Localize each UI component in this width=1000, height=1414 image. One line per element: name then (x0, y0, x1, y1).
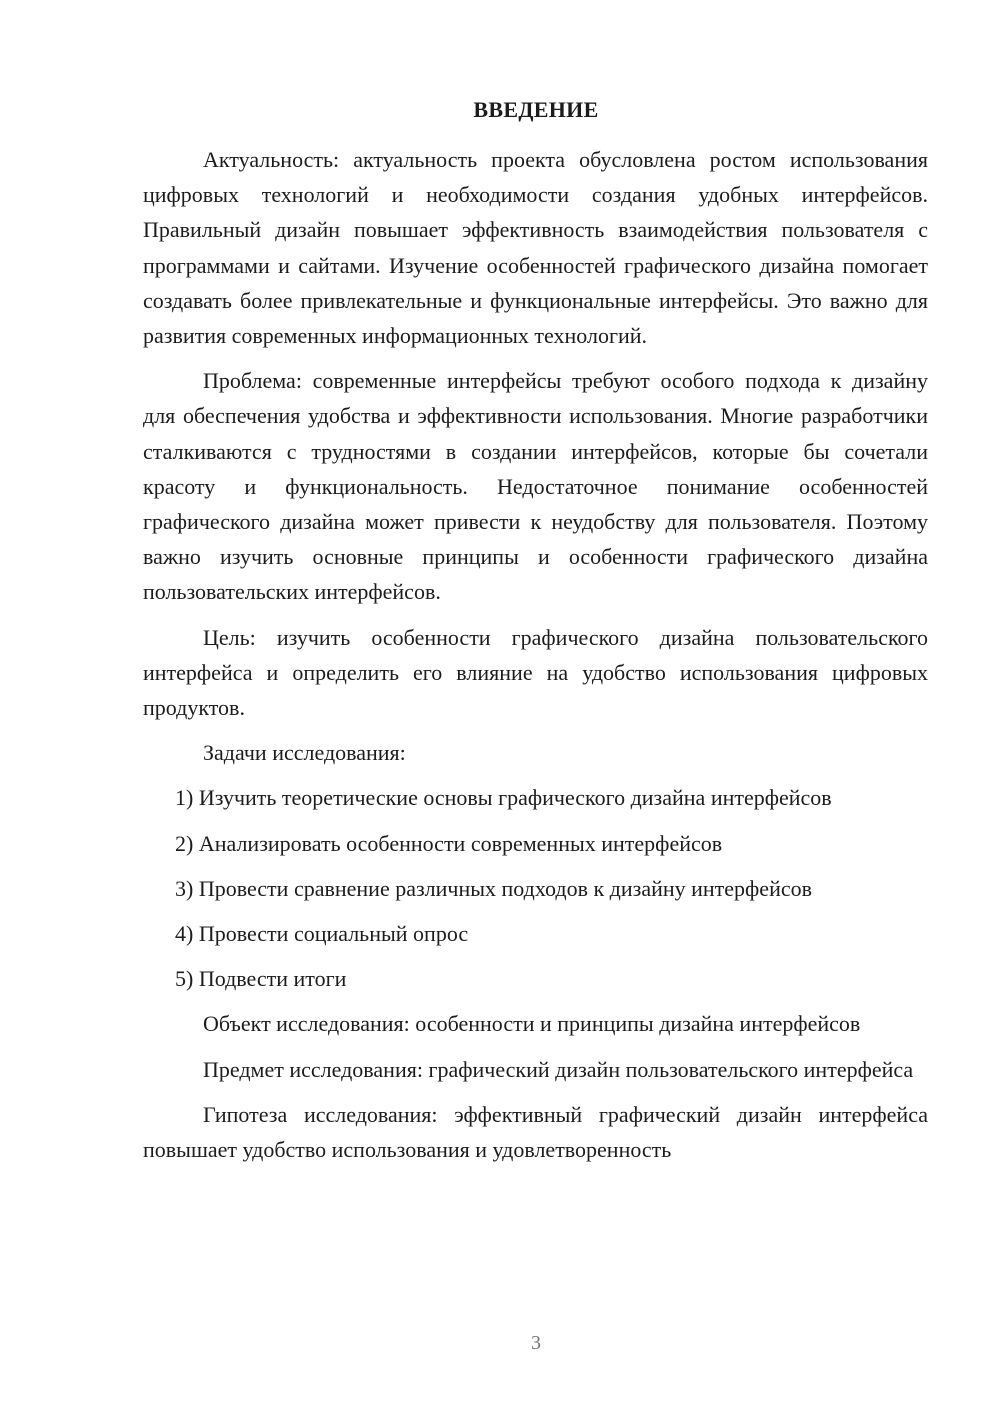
paragraph-subject: Предмет исследования: графический дизайн пользовательского интерфейса (203, 1056, 914, 1082)
list-item: 2) Анализировать особенности современных интерфейсов (175, 830, 723, 856)
list-item: 1) Изучить теоретические основы графического дизайна интерфейсов (175, 785, 832, 811)
paragraph-problem: Проблема: современные интерфейсы требуют особого подхода к дизайну для обеспечения удобства и эффективности использования. Многие разработчики сталкиваются с трудностями в создании интерфейсов, которые бы сочетали красоту и функциональность. Недостаточное понимание особенностей графического дизайна может привести к неудобству для пользователя. Поэтому важно изучить основные принципы и особенности графического дизайна пользовательских интерфейсов. (143, 368, 928, 605)
list-item: 5) Подвести итоги (175, 966, 347, 992)
page-number: 3 (531, 1332, 541, 1354)
tasks-list (143, 780, 928, 996)
paragraph-relevance: Актуальность: актуальность проекта обусловлена ростом использования цифровых технологий и необходимости создания удобных интерфейсов. Правильный дизайн повышает эффективность взаимодействия пользователя с программами и сайтами. Изучение особенностей графического дизайна помогает создавать более привлекательные и функциональные интерфейсы. Это важно для развития современных информационных технологий. (143, 147, 928, 349)
document-body (143, 142, 928, 1177)
list-item: 3) Провести сравнение различных подходов к дизайну интерфейсов (175, 875, 813, 901)
page-title: ВВЕДЕНИЕ (473, 97, 599, 122)
paragraph-hypothesis: Гипотеза исследования: эффективный графический дизайн интерфейса повышает удобство использования и удовлетворенность (143, 1101, 928, 1163)
paragraph-object: Объект исследования: особенности и принципы дизайна интерфейсов (203, 1011, 861, 1037)
list-item: 4) Провести социальный опрос (175, 921, 469, 947)
tasks-heading: Задачи исследования: (203, 740, 406, 766)
paragraph-goal: Цель: изучить особенности графического дизайна пользовательского интерфейса и определить его влияние на удобство использования цифровых продуктов. (143, 624, 928, 721)
